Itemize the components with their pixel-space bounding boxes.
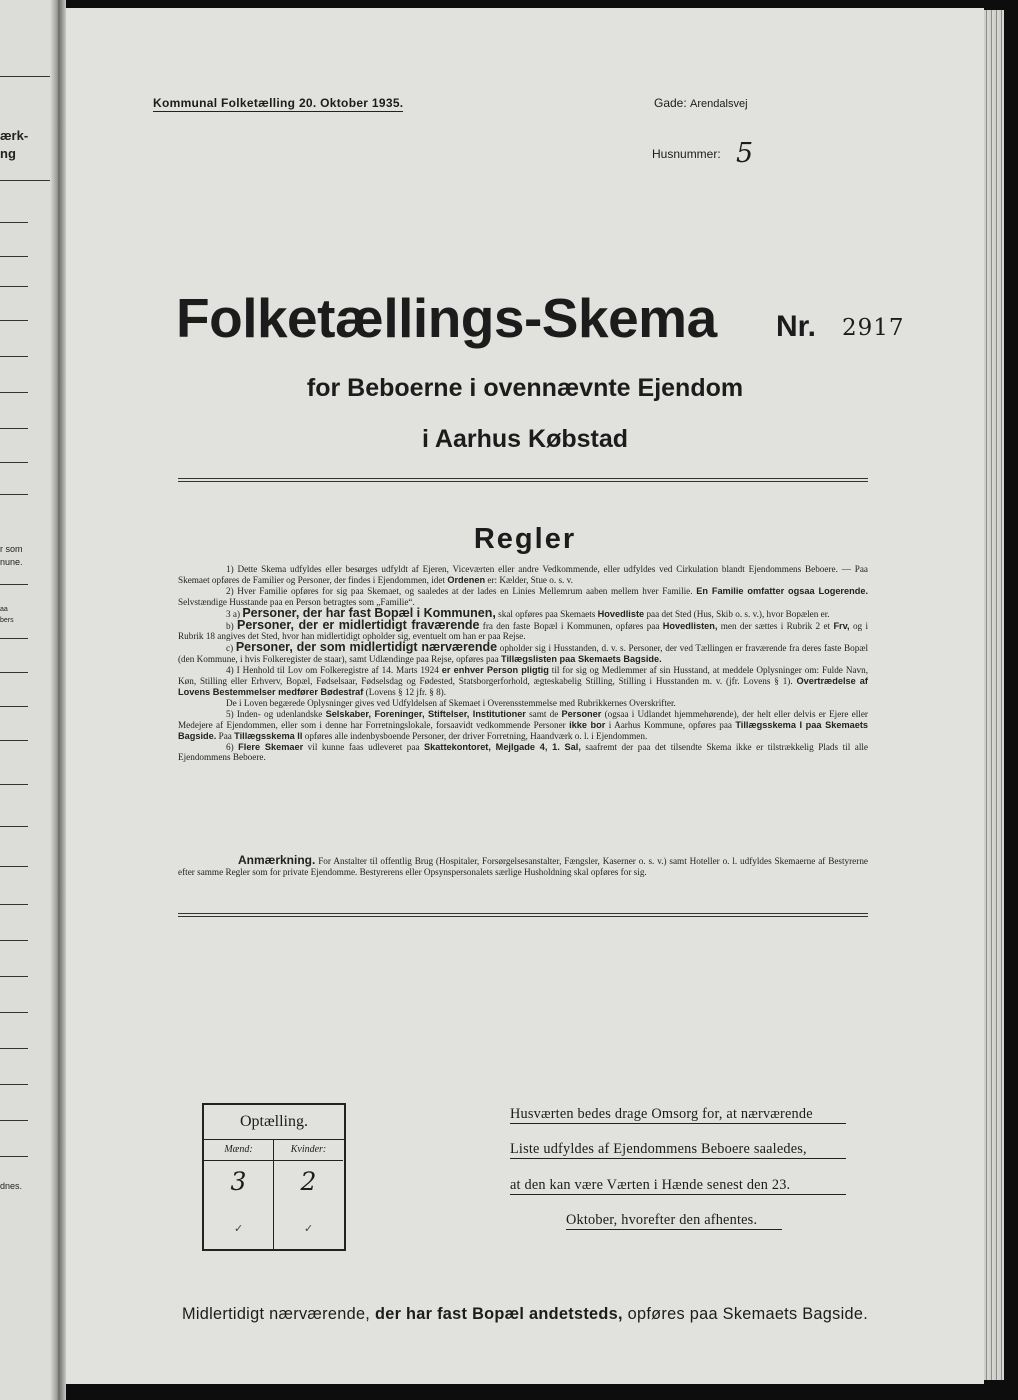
census-heading: Kommunal Folketælling 20. Oktober 1935.: [153, 96, 404, 110]
prev-page-rule: [0, 672, 28, 673]
prev-page-rule: [0, 462, 28, 463]
rule-3c: c) Personer, der som midlertidigt nærværende opholder sig i Husstanden, d. v. s. Personer, der ved Tællingen er fraværende fra deres faste Bopæl (den Kommune, i hvis Folkeregister de staar), samt Udlændinge paa Rejse, opføres paa Tillægslisten paa Skemaets Bagside.: [178, 640, 869, 665]
footer-note: Midlertidigt nærværende, der har fast Bopæl andetsteds, opføres paa Skemaets Bagside.: [181, 1305, 869, 1323]
prev-page-rule: [0, 638, 28, 639]
count-women-column: [274, 1140, 343, 1249]
prev-page-rule: [0, 784, 28, 785]
prev-page-rule: [0, 866, 28, 867]
prev-page-rule: [0, 1084, 28, 1085]
check-mark-icon: ✓: [234, 1223, 244, 1235]
form-subtitle: for Beboerne i ovennævnte Ejendom: [306, 374, 744, 402]
form-subtitle-city: i Aarhus Købstad: [421, 425, 629, 453]
prev-page-rule: [0, 826, 28, 827]
prev-page-rule: [0, 740, 28, 741]
rule-3b: b) Personer, der er midlertidigt fraværende fra den faste Bopæl i Kommunen, opføres paa Hovedlisten, men der sættes i Rubrik 2 et Frv, og i Rubrik 18 angives det Sted, hvor han midlertidigt opholder sig, eventuelt om han er paa Rejse.: [178, 617, 869, 642]
check-mark-icon: ✓: [304, 1223, 314, 1235]
prev-page-rule: [0, 286, 28, 287]
prev-page-rule: [0, 320, 28, 321]
prev-page-rule: [0, 976, 28, 977]
prev-page-rule: [0, 256, 28, 257]
street-value: Arendalsvej: [690, 98, 748, 110]
landlord-notice-line: Oktober, hvorefter den afhentes.: [566, 1212, 782, 1230]
divider: [178, 916, 868, 917]
count-title: Optælling.: [204, 1105, 344, 1140]
landlord-notice-line: Husværten bedes drage Omsorg for, at nærværende: [510, 1106, 846, 1124]
prev-page-rule: [0, 940, 28, 941]
count-box: [202, 1103, 346, 1251]
book-spine: [50, 0, 66, 1400]
divider: [178, 913, 868, 914]
prev-page-rule: [0, 584, 28, 585]
rule-2: 2) Hver Familie opføres for sig paa Skemaet, og saaledes at der lades en Linies Mellemrum aaben mellem hver Familie. En Familie omfatter ogsaa Logerende. Selvstændige Husstande paa en Person betragtes som „Familie“.: [178, 585, 868, 607]
divider: [178, 478, 868, 479]
form-number-label: Nr.: [776, 310, 817, 343]
prev-page-rule: [0, 392, 28, 393]
prev-page-rule: [0, 1048, 28, 1049]
count-women-value: 2: [300, 1167, 317, 1196]
prev-page-rule: [0, 706, 28, 707]
remark: [178, 855, 868, 878]
prev-page-rule: [0, 1156, 28, 1157]
prev-page-fragment: r som: [0, 544, 23, 554]
house-number-value: 5: [736, 138, 754, 169]
remark-label: Anmærkning.: [238, 853, 316, 867]
prev-page-fragment: ærk-: [0, 128, 29, 143]
landlord-notice-line: at den kan være Værten i Hænde senest den 23.: [510, 1177, 846, 1195]
prev-page-rule: [0, 76, 55, 77]
rules-heading: Regler: [473, 523, 577, 555]
prev-page-rule: [0, 494, 28, 495]
prev-page-rule: [0, 428, 28, 429]
divider: [178, 481, 868, 482]
count-men-label: Mænd:: [204, 1140, 273, 1161]
prev-page-fragment: bers: [0, 617, 14, 624]
prev-page-rule: [0, 222, 28, 223]
prev-page-fragment: nune.: [0, 557, 23, 567]
prev-page-rule: [0, 1120, 28, 1121]
street-field: [654, 96, 748, 110]
prev-page-rule: [0, 180, 55, 181]
rule-6: 6) Flere Skemaer vil kunne faas udleveret paa Skattekontoret, Mejlgade 4, 1. Sal, saafremt der paa det tilsendte Skema ikke er tilstrækkelig Plads til alle Ejendommens Beboere.: [178, 741, 869, 763]
count-men-value: 3: [230, 1167, 247, 1196]
rule-3a: 3 a) Personer, der har fast Bopæl i Kommunen, skal opføres paa Skemaets Hovedliste paa det Sted (Hus, Skib o. s. v.), hvor Bopælen er.: [226, 605, 830, 620]
rules-text: [178, 564, 868, 763]
form-number-value: 2917: [842, 315, 905, 341]
census-form-page: [66, 8, 984, 1384]
prev-page-rule: [0, 356, 28, 357]
rule-1: 1) Dette Skema udfyldes eller besørges udfyldt af Ejeren, Viceværten eller andre Vedkommende, eller udfyldes ved Cirkulation blandt Ejendommens Beboere. — Paa Skemaet opføres de Familier og Personer, der findes i Ejendommen, idet Ordenen er: Kælder, Stue o. s. v.: [178, 564, 868, 585]
rule-5: 5) Inden- og udenlandske Selskaber, Foreninger, Stiftelser, Institutioner samt de Personer (ogsaa i Udlandet hjemmehørende), der helt eller delvis er Ejere eller Medejere af Ejendommen, eller som i denne har Forretningslokale, forsaavidt vedkommende Personer ikke bor i Aarhus Kommune, opføres paa Tillægsskema I paa Skemaets Bagside. Paa Tillægsskema II opføres alle indenbysboende Personer, der driver Forretning, Haandværk o. l. i Ejendommen.: [178, 708, 869, 741]
landlord-notice-line: Liste udfyldes af Ejendommens Beboere saaledes,: [510, 1141, 846, 1159]
house-number-label: Husnummer:: [652, 147, 721, 161]
prev-page-fragment: ng: [0, 146, 16, 161]
street-label: Gade:: [654, 96, 687, 110]
prev-page-fragment: aa: [0, 606, 8, 613]
remark-text: For Anstalter til offentlig Brug (Hospitaler, Forsørgelsesanstalter, Fængsler, Kaserner o. s. v.) samt Hoteller o. l. udfyldes Skemaerne af Bestyrerne efter samme Regler som for private Ejendomme. Bestyrerens eller Opsynspersonalets særlige Husholdning skal opføres for sig.: [178, 856, 868, 877]
rule-4-continued: De i Loven begærede Oplysninger gives ved Udfyldelsen af Skemaet i Overensstemmelse med Rubrikkernes Overskrifter.: [226, 697, 676, 708]
page-edges: [984, 10, 1004, 1380]
count-women-label: Kvinder:: [274, 1140, 343, 1161]
prev-page-fragment: dnes.: [0, 1181, 23, 1191]
prev-page-rule: [0, 904, 28, 905]
rule-4: 4) I Henhold til Lov om Folkeregistre af 14. Marts 1924 er enhver Person pligtig til for sig og Medlemmer af sin Husstand, at meddele Oplysninger om: Fulde Navn, Køn, Stilling eller Erhverv, Bopæl, Fødselsaar, Fødselsdag og Fødested, Statsborgerforhold, ægteskabelig Stilling, Stilling i Husstanden m. v. (jfr. Lovens § 1). Overtrædelse af Lovens Bestemmelser medfører Bødestraf (Lovens § 12 jfr. § 8).: [178, 665, 869, 697]
house-number-field: [652, 134, 754, 169]
prev-page-rule: [0, 1012, 28, 1013]
count-men-column: [204, 1140, 274, 1249]
form-title: Folketællings-Skema: [176, 287, 717, 349]
